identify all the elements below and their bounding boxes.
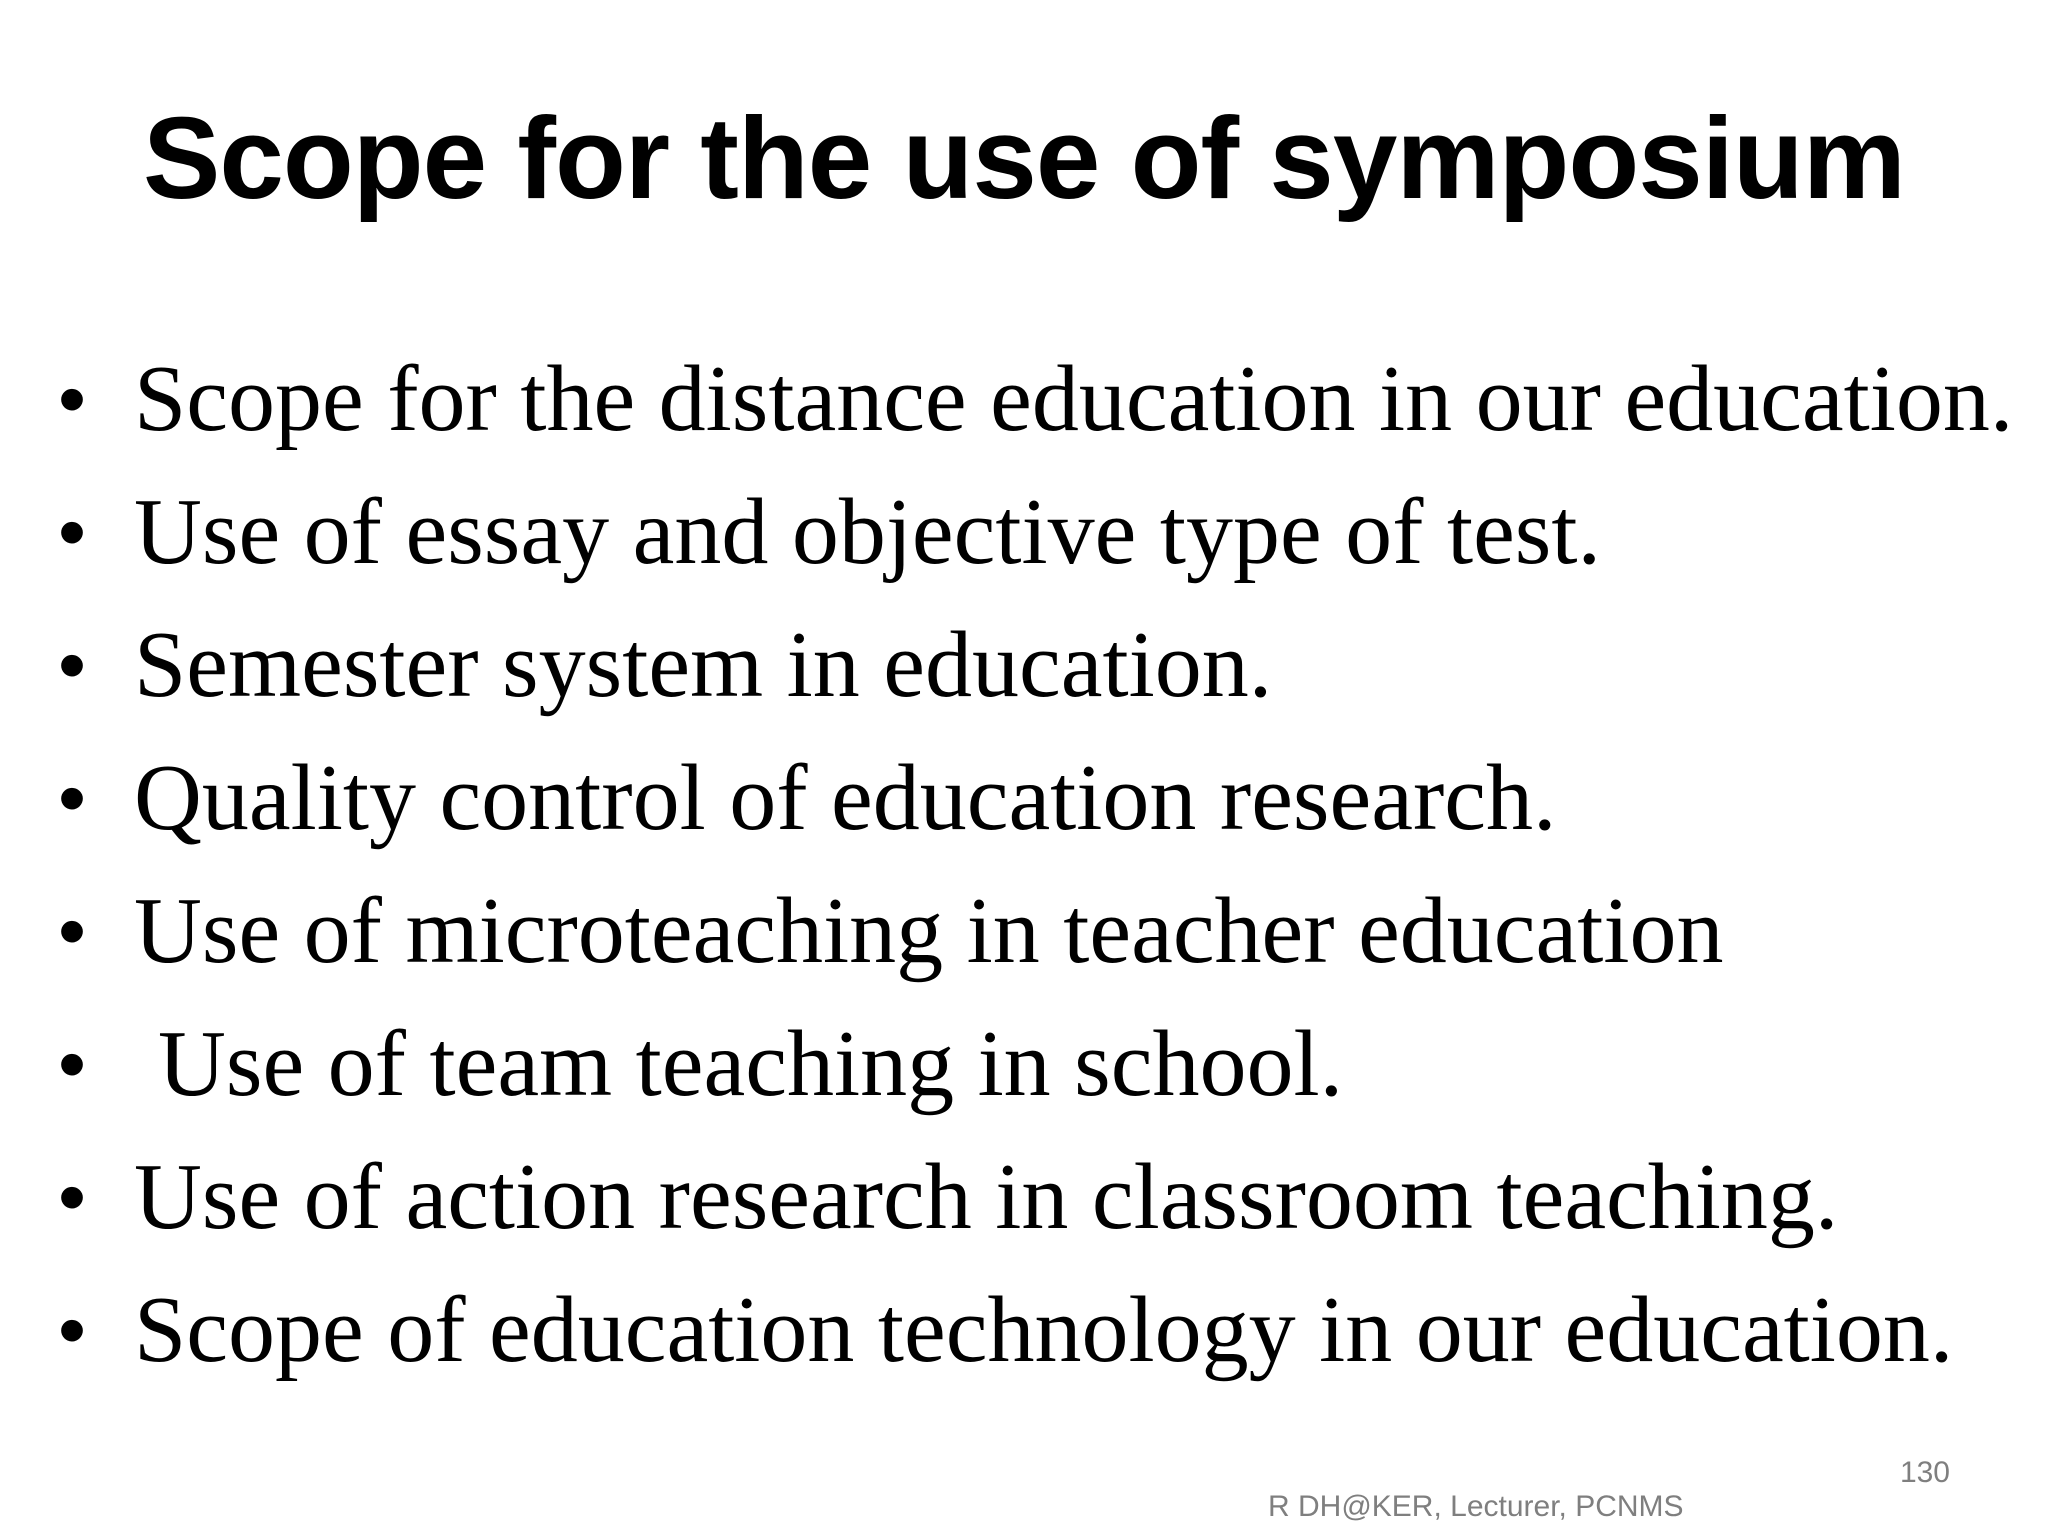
bullet-icon: • [57,620,86,709]
list-item [0,466,2048,598]
list-item [0,998,2048,1130]
list-item [0,1264,2048,1396]
bullet-text: Use of team teaching in school. [158,1012,1344,1116]
bullet-text: Use of essay and objective type of test. [134,480,1602,584]
bullet-icon: • [57,753,86,842]
list-item [0,732,2048,864]
bullet-text: Scope for the distance education in our education. [134,347,2014,451]
bullet-text: Scope of education technology in our education. [134,1278,1954,1382]
slide-footer: R DH@KER, Lecturer, PCNMS [1268,1490,1684,1523]
list-item [0,599,2048,731]
slide-title: Scope for the use of symposium [143,93,1905,223]
bullet-icon: • [57,1152,86,1241]
list-item [0,1131,2048,1263]
slide-number: 130 [1899,1456,1950,1489]
bullet-text: Use of microteaching in teacher education [134,879,1724,983]
bullet-icon: • [57,1019,86,1108]
bullet-text: Use of action research in classroom teaching. [134,1145,1839,1249]
bullet-icon: • [57,1285,86,1374]
bullet-icon: • [57,354,86,443]
bullet-text: Semester system in education. [134,613,1273,717]
bullet-text: Quality control of education research. [134,746,1557,850]
bullet-icon: • [57,886,86,975]
list-item [0,333,2048,465]
bullet-icon: • [57,487,86,576]
list-item [0,865,2048,997]
